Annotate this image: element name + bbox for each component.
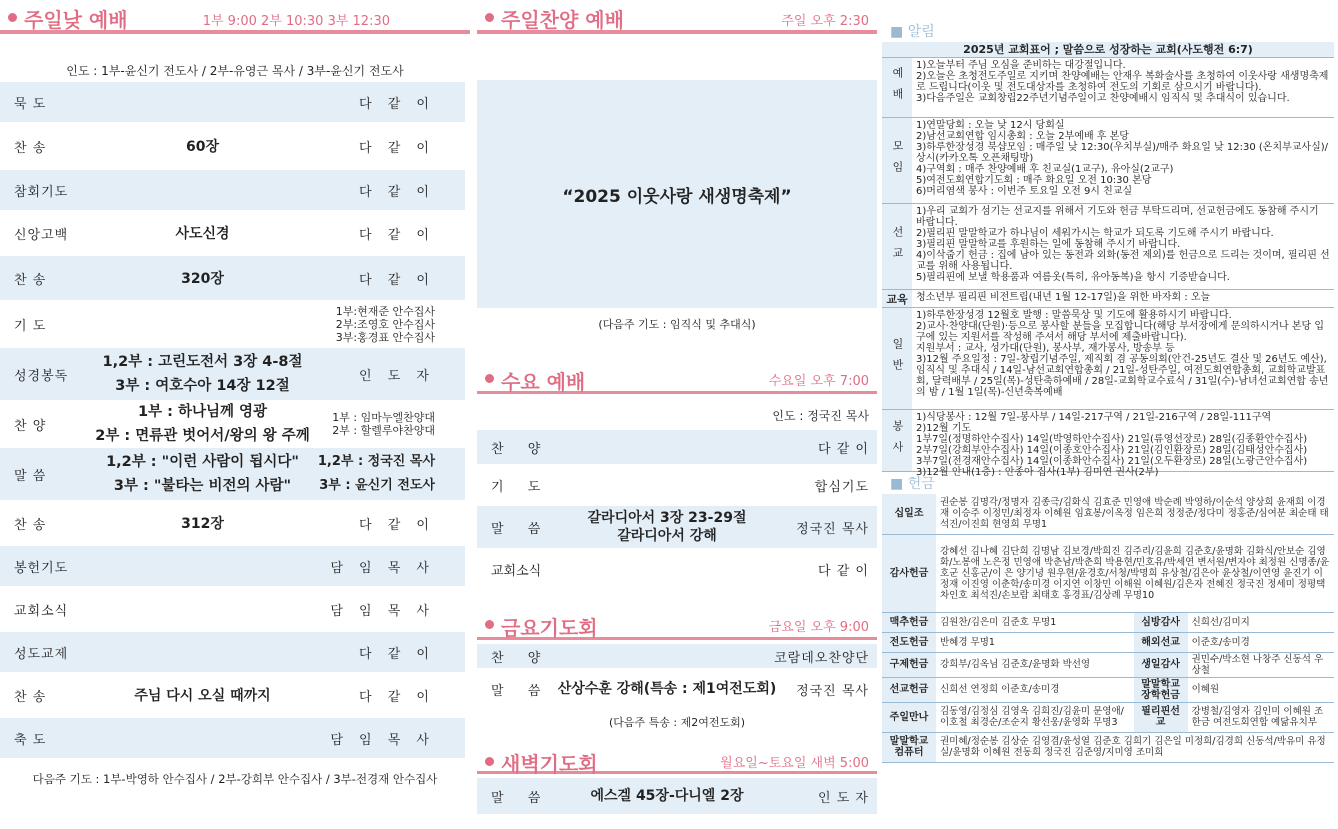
wednesday-row-content xyxy=(547,550,787,588)
offering-row xyxy=(882,494,1334,534)
sunday-row-leader xyxy=(332,402,435,446)
praise-header xyxy=(477,0,877,34)
wednesday-row-content xyxy=(547,430,787,464)
friday-header xyxy=(477,610,877,640)
friday-row-content: 산상수훈 강해(특송 : 제1여전도회) xyxy=(557,681,777,697)
sunday-next-prayer: 다음주 기도 : 1부-박영하 안수집사 / 2부-강희부 안수집사 / 3부-전경재 안수집사 xyxy=(32,772,438,786)
sunday-row xyxy=(0,402,465,446)
sunday-row-label: 봉헌기도 xyxy=(14,560,69,576)
wednesday-row-label: 교회소식 xyxy=(491,563,542,579)
sunday-row-label: 찬 송 xyxy=(14,272,47,288)
news-block-text xyxy=(912,58,1334,117)
sunday-row-content xyxy=(70,348,335,400)
wednesday-title: 수요 예배 xyxy=(501,370,586,394)
news-block-label: 예배 xyxy=(882,58,912,117)
offering-key: 주일만나 xyxy=(882,702,936,732)
wednesday-order-list xyxy=(477,430,877,588)
sunday-row-leader: 담 임 목 사 xyxy=(330,560,435,576)
news-line: 1)우리 교회가 섬기는 선교지를 위해서 기도와 헌금 부탁드리며, 선교헌금에도 동참해 주시기 바랍니다. xyxy=(916,206,1319,228)
dawn-row-label: 말 씀 xyxy=(491,790,551,806)
offering-row xyxy=(882,612,1334,632)
offering-header: ■ 헌금 xyxy=(882,474,1334,494)
news-line: 2)교사·찬양대(단원)·등으로 봉사할 분들을 모집합니다(해당 부서장에게 문의하시거나 본당 입구에 있는 지원서를 작성해 주셔서 해당 부서에 제출바랍니다). xyxy=(916,321,1324,343)
news-line: 1)하루한장성경 12월호 발행 : 말씀묵상 및 기도에 활용하시기 바랍니다. xyxy=(916,310,1232,321)
sunday-row-content: 60장 xyxy=(185,139,219,155)
sunday-row-leader-line: 1부 : 임마누엘찬양대 xyxy=(332,411,435,424)
friday-row-label: 찬 양 xyxy=(491,650,551,666)
bullet-dot-icon xyxy=(485,374,494,383)
offering-names: 신희선/김미지 xyxy=(1188,612,1334,632)
wednesday-row-content xyxy=(547,466,787,504)
news-line: 3)필리핀 말말학교를 후원하는 일에 동참해 주시기 바랍니다. xyxy=(916,239,1181,250)
sunday-row-leader-line: 2부 : 할렐루야찬양대 xyxy=(332,424,435,437)
sunday-row xyxy=(0,546,465,586)
sunday-row-leader: 다 같 이 xyxy=(359,517,435,533)
news-line: 3)12월 안내(1층) : 안종아 집사(1부) 김미연 권사(2부) xyxy=(916,467,1159,478)
friday-time: 금요일 오후 9:00 xyxy=(768,620,869,635)
news-block-text xyxy=(912,204,1334,289)
wednesday-row xyxy=(477,466,877,504)
sunday-row-label: 성경봉독 xyxy=(14,368,69,384)
dawn-order-list xyxy=(477,778,877,814)
praise-time: 주일 오후 2:30 xyxy=(781,14,869,29)
sunday-row-content: 주님 다시 오실 때까지 xyxy=(134,688,271,704)
news-block-label: 모임 xyxy=(882,118,912,203)
wednesday-row-content-line: 갈라디아서 3장 23-29절 xyxy=(587,510,747,526)
sunday-row-leader: 담 임 목 사 xyxy=(330,603,435,619)
sunday-row-label: 성도교제 xyxy=(14,646,69,662)
news-line: 2)12월 기도 xyxy=(916,423,972,434)
sunday-row xyxy=(0,674,465,716)
sunday-row-leader: 인 도 자 xyxy=(359,368,435,384)
sunday-row-content xyxy=(70,402,335,446)
sunday-row-leader-line: 3부:홍경표 안수집사 xyxy=(335,330,435,344)
offering-key: 말말학교 컴퓨터 xyxy=(882,732,936,762)
sunday-row-label: 찬 송 xyxy=(14,140,47,156)
news-line: 3)12월 주요일정 : 7일-창립기념주일, 제직회 겸 공동의회(안건-25년도 결산 및 26년도 예산), 임직식 및 추대식 / 14일-남선교회연합총회 / 21일-성탄주일, 여전도회연합총회, 교회학교발표회, 달력배부 / 25일(목)-성탄축하예배 / 28일-교회학교수료식 / 31일(수)-남녀선교회연합 송년의 밤 / 1월 1일(목)-신년축복예배 xyxy=(916,354,1329,398)
news-line: 1)오늘부터 주님 오심을 준비하는 대강절입니다. xyxy=(916,60,1126,71)
sunday-row-content-line: 1,2부 : "이런 사람이 됩시다" xyxy=(106,454,299,470)
news-block xyxy=(882,58,1334,118)
news-line: 청소년부 필리핀 비전트립(내년 1월 12-17일)을 위한 바자회 : 오늘 xyxy=(916,292,1211,303)
bullet-dot-icon xyxy=(485,13,494,22)
dawn-time: 월요일~토요일 새벽 5:00 xyxy=(720,756,869,771)
sunday-row-leader: 다 같 이 xyxy=(359,227,435,243)
sunday-row-content: 320장 xyxy=(181,271,224,287)
news-line: 4)구역회 : 매주 찬양예배 후 친교실(1교구), 유아실(2교구) xyxy=(916,164,1174,175)
sunday-row-leader: 다 같 이 xyxy=(359,272,435,288)
bullet-dot-icon xyxy=(485,620,494,629)
offering-key: 생일감사 xyxy=(1134,652,1188,677)
sunday-row xyxy=(0,588,465,630)
sunday-row-label: 참회기도 xyxy=(14,184,69,200)
wednesday-row xyxy=(477,506,877,548)
offering-key: 감사헌금 xyxy=(882,534,936,612)
offering-key: 전도헌금 xyxy=(882,632,936,652)
friday-row-leader: 정국진 목사 xyxy=(796,683,869,699)
offering-names: 권민수/박소현 나창주 신동석 우상철 xyxy=(1188,652,1334,677)
wednesday-header xyxy=(477,364,877,394)
offering-names: 강희부/김옥님 김준호/윤명화 박선영 xyxy=(936,652,1134,677)
offering-row xyxy=(882,702,1334,732)
offering-key: 십일조 xyxy=(882,494,936,534)
sunday-title: 주일낮 예배 xyxy=(24,8,128,32)
news-line: 2)오늘은 초청전도주일로 지키며 찬양예배는 안재우 복화술사를 초청하여 이웃사랑 새생명축제로 드립니다(이웃 및 전도대상자를 초청하여 전도의 기회로 삼으시기 바랍니다). xyxy=(916,71,1329,93)
news-line: 1)연말당회 : 오늘 낮 12시 당회실 xyxy=(916,120,1065,131)
sunday-row-label: 찬 송 xyxy=(14,517,47,533)
news-block-text xyxy=(912,410,1334,478)
wednesday-invocation: 인도 : 정국진 목사 xyxy=(772,409,869,423)
wednesday-row xyxy=(477,430,877,464)
offering-names: 신희선 연정희 이준호/송미경 xyxy=(936,677,1134,702)
news-line: 3부7일(전경재안수집사) 14일(이종화안수집사) 21일(오두환장로) 28일(노광근안수집사) xyxy=(916,456,1308,467)
news-block-label: 일반 xyxy=(882,308,912,409)
praise-theme-box xyxy=(477,80,877,308)
notices-column xyxy=(882,0,1334,763)
offering-names: 권순봉 김명각/정명자 김종극/김화식 김효준 민영애 박순례 박영하/이순석 양상희 윤재희 이경재 이승주 이정민/최정자 이혜원 임효봉/이옥정 임은희 정정준/정다미 정홍준/심여분 최순태 태석진/이진희 현영희 무명1 xyxy=(936,494,1334,534)
offering-names: 강혜선 김나혜 김단희 김명남 김보경/박희진 김주리/김윤희 김준호/윤명화 김화식/안보순 김영화/노봉애 노은정 민영애 박춘남/박춘희 박용현/민호유/박세연 변서원/변자야 최정원 신명종/윤호군 신홍군/이 은 양기녕 원우현/윤경호/서청/박명희 유상철/김은아 윤상철/이연영 윤진기 이정재 이진영 이춘학/송미경 이지연 이창민 이해원 이혜원/김은자 전혜진 정국진 정세미 정평택 차인호 최석진/손보람 최태호 홍경표/김상례 무명10 xyxy=(936,534,1334,612)
sunday-row-leader-line: 2부:조영호 안수집사 xyxy=(335,317,435,331)
friday-row xyxy=(477,670,877,708)
sunday-row xyxy=(0,348,465,400)
news-block xyxy=(882,118,1334,204)
friday-order-list xyxy=(477,644,877,708)
offering-key: 해외선교 xyxy=(1134,632,1188,652)
sunday-time: 1부 9:00 2부 10:30 3부 12:30 xyxy=(202,14,390,29)
wednesday-row-leader: 다 같 이 xyxy=(818,441,869,457)
news-line: 4)이삭줍기 헌금 : 집에 남아 있는 동전과 외화(동전 제외)를 헌금으로 드리는 것이며, 필리핀 선교를 위해 사용됩니다. xyxy=(916,250,1330,272)
sunday-row-content-line: 1,2부 : 고린도전서 3장 4-8절 xyxy=(102,354,303,370)
sunday-row-content xyxy=(70,82,335,122)
sunday-row-label: 신앙고백 xyxy=(14,227,69,243)
sunday-service-column xyxy=(0,0,470,788)
dawn-header xyxy=(477,748,877,774)
sunday-row-content xyxy=(70,448,335,500)
offering-row xyxy=(882,677,1334,702)
sunday-row-content xyxy=(70,170,335,210)
news-block xyxy=(882,204,1334,290)
offering-names: 김동영/김정심 김영옥 김희진/김윤미 문영애/이호철 최경순/조순지 황선웅/윤영화 무명3 xyxy=(936,702,1134,732)
offering-names: 강병철/김영자 김인미 이혜원 조한금 여전도회연합 예닮유치부 xyxy=(1188,702,1334,732)
sunday-row xyxy=(0,448,465,500)
news-line: 지원부서 : 교사, 성가대(단원), 봉사부, 재가봉사, 방송부 등 xyxy=(916,343,1175,354)
dawn-row-leader: 인 도 자 xyxy=(818,790,869,806)
sunday-row-label: 기 도 xyxy=(14,318,47,334)
wednesday-row-content xyxy=(547,506,787,548)
offering-key: 맥추헌금 xyxy=(882,612,936,632)
news-list xyxy=(882,58,1334,478)
news-block xyxy=(882,290,1334,308)
news-line: 2)필리핀 말말학교가 하나님이 세워가시는 학교가 되도록 기도해 주시기 바랍니다. xyxy=(916,228,1274,239)
wednesday-row-leader: 합심기도 xyxy=(814,479,869,495)
news-header: ■ 알림 xyxy=(882,22,1334,42)
news-line: 1)식당봉사 : 12월 7일-봉사부 / 14일-217구역 / 21일-216구역 / 28일-111구역 xyxy=(916,412,1272,423)
sunday-row-label: 말 씀 xyxy=(14,468,47,484)
offering-key: 심방감사 xyxy=(1134,612,1188,632)
sunday-row-content-line: 3부 : 여호수아 14장 12절 xyxy=(115,378,290,394)
wednesday-row-label: 말 씀 xyxy=(491,521,551,537)
wednesday-row-content-line: 갈라디아서 강해 xyxy=(617,528,717,544)
sunday-row-content-line: 3부 : "불타는 비전의 사람" xyxy=(113,478,292,494)
offering-names: 권미혜/정순봉 김상순 김영겸/윤성열 김준호 김희기 김은일 미정희/김경희 신동석/박유미 유정실/윤명화 이혜원 전동희 정국진 김준영/지미영 조미희 xyxy=(936,732,1334,762)
offering-row xyxy=(882,632,1334,652)
sunday-row-leader: 다 같 이 xyxy=(359,96,435,112)
news-line: 5)여전도회연합기도회 : 매주 화요일 오전 10:30 본당 xyxy=(916,175,1152,186)
offering-key: 구제헌금 xyxy=(882,652,936,677)
offering-table xyxy=(882,494,1334,763)
sunday-row-leader xyxy=(318,448,435,500)
dawn-row xyxy=(477,778,877,814)
offering-row xyxy=(882,732,1334,762)
sunday-row xyxy=(0,212,465,254)
sunday-row-content xyxy=(70,302,335,346)
sunday-row xyxy=(0,302,465,346)
offering-names: 김원찬/김은미 김준호 무명1 xyxy=(936,612,1134,632)
praise-title: 주일찬양 예배 xyxy=(501,8,624,32)
sunday-row xyxy=(0,718,465,758)
wednesday-row-label: 기 도 xyxy=(491,479,551,495)
bullet-dot-icon xyxy=(8,13,17,22)
wednesday-time: 수요일 오후 7:00 xyxy=(768,374,869,389)
sunday-row xyxy=(0,170,465,210)
church-motto: 2025년 교회표어 ; 말씀으로 성장하는 교회(사도행전 6:7) xyxy=(882,42,1334,58)
offering-names: 반혜경 무명1 xyxy=(936,632,1134,652)
sunday-row xyxy=(0,82,465,122)
wednesday-row xyxy=(477,550,877,588)
friday-row xyxy=(477,644,877,668)
offering-names: 이준호/송미경 xyxy=(1188,632,1334,652)
offering-key: 필리핀선교 xyxy=(1134,702,1188,732)
sunday-order-list xyxy=(0,82,450,758)
offering-names: 이혜원 xyxy=(1188,677,1334,702)
sunday-row-leader xyxy=(336,302,435,346)
offering-key: 말말학교 장학헌금 xyxy=(1134,677,1188,702)
news-line: 3)다음주일은 교회창립22주년기념주일이고 찬양예배시 임직식 및 추대식이 있습니다. xyxy=(916,93,1290,104)
sunday-row-leader: 다 같 이 xyxy=(359,689,435,705)
offering-row xyxy=(882,534,1334,612)
sunday-row-content xyxy=(70,588,335,630)
friday-next: (다음주 특송 : 제2여전도회) xyxy=(608,716,746,729)
news-line: 3)하루한장성경 북샵모임 : 매주일 낮 12:30(우치부실)/매주 화요일 낮 12:30 (온치부교사실)/상시(카카오톡 오픈채팅방) xyxy=(916,142,1329,164)
sunday-row-content-line: 2부 : 면류관 벗어서/왕의 왕 주께 xyxy=(95,428,310,444)
sunday-row-content xyxy=(70,546,335,586)
friday-row-content xyxy=(547,644,787,668)
news-line: 2부7일(강희부안수집사) 14일(이종호안수집사) 21일(김인환장로) 28일(김태성안수집사) xyxy=(916,445,1308,456)
news-block-text xyxy=(912,118,1334,203)
friday-row-label: 말 씀 xyxy=(491,683,551,699)
news-line: 6)머리염색 봉사 : 이번주 토요일 오전 9시 친교실 xyxy=(916,186,1133,197)
news-line: 5)필리핀에 보낼 학용품과 여름옷(특히, 유아동복)을 항시 기증받습니다. xyxy=(916,272,1230,283)
sunday-row-label: 묵 도 xyxy=(14,96,47,112)
offering-row xyxy=(882,652,1334,677)
news-line: 2)남선교회연합 임시총회 : 오늘 2부예배 후 본당 xyxy=(916,131,1129,142)
sunday-row xyxy=(0,502,465,544)
sunday-row-content xyxy=(70,632,335,672)
sunday-row-label: 찬 송 xyxy=(14,689,47,705)
news-block-label: 교육 xyxy=(882,290,912,307)
friday-row-leader: 코람데오찬양단 xyxy=(774,650,869,666)
sunday-row-leader-line: 3부 : 윤신기 전도사 xyxy=(319,478,435,493)
sunday-row-content xyxy=(70,718,335,758)
sunday-row-content: 사도신경 xyxy=(175,226,230,242)
dawn-title: 새벽기도회 xyxy=(501,752,598,776)
sunday-row-leader-line: 1,2부 : 정국진 목사 xyxy=(317,454,435,469)
sunday-row xyxy=(0,256,465,300)
sunday-row xyxy=(0,124,465,168)
sunday-row-content: 312장 xyxy=(181,516,224,532)
friday-title: 금요기도회 xyxy=(501,616,598,640)
sunday-row xyxy=(0,632,465,672)
news-block-label: 선교 xyxy=(882,204,912,289)
sunday-row-label: 교회소식 xyxy=(14,603,69,619)
sunday-row-label: 찬 양 xyxy=(14,418,47,434)
sunday-row-leader: 다 같 이 xyxy=(359,140,435,156)
wednesday-row-leader: 다 같 이 xyxy=(818,563,869,579)
sunday-row-content-line: 1부 : 하나님께 영광 xyxy=(137,404,268,420)
sunday-row-leader: 담 임 목 사 xyxy=(330,732,435,748)
sunday-row-leader: 다 같 이 xyxy=(359,184,435,200)
sunday-row-leader: 다 같 이 xyxy=(359,646,435,662)
sunday-row-leader-line: 1부:현재준 안수집사 xyxy=(335,304,435,318)
news-block-text xyxy=(912,308,1334,409)
sunday-invocation: 인도 : 1부-윤신기 전도사 / 2부-유영근 목사 / 3부-윤신기 전도사 xyxy=(66,64,404,78)
sunday-header xyxy=(0,0,470,34)
bullet-dot-icon xyxy=(485,757,494,766)
praise-next-prayer: (다음주 기도 : 임직식 및 추대식) xyxy=(598,318,756,331)
news-block-label: 봉사 xyxy=(882,410,912,471)
offering-key: 선교헌금 xyxy=(882,677,936,702)
wednesday-row-leader: 정국진 목사 xyxy=(796,521,869,537)
dawn-row-content: 에스겔 45장-다니엘 2장 xyxy=(590,788,744,804)
news-block xyxy=(882,308,1334,410)
news-line: 1부7일(정명하안수집사) 14일(박영하안수집사) 21일(류영선장로) 28일(김종환안수집사) xyxy=(916,434,1308,445)
wednesday-row-label: 찬 양 xyxy=(491,441,551,457)
sunday-row-label: 축 도 xyxy=(14,732,47,748)
news-block xyxy=(882,410,1334,478)
praise-theme: “2025 이웃사랑 새생명축제” xyxy=(562,186,792,207)
other-services-column xyxy=(477,0,877,814)
news-block-text xyxy=(912,290,1334,307)
